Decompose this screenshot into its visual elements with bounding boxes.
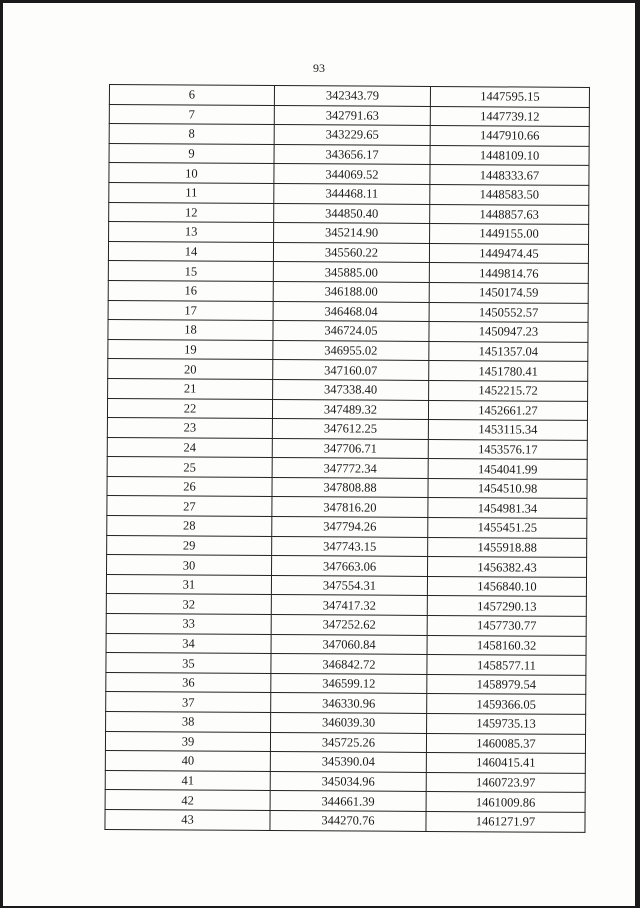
point-number-cell: 30 bbox=[107, 555, 272, 576]
y-coordinate-cell: 1457290.13 bbox=[427, 596, 586, 617]
x-coordinate-cell: 344661.39 bbox=[270, 791, 426, 812]
point-number-cell: 20 bbox=[108, 359, 273, 380]
x-coordinate-cell: 344468.11 bbox=[274, 183, 430, 204]
x-coordinate-cell: 347417.32 bbox=[271, 595, 427, 616]
point-number-cell: 15 bbox=[108, 261, 273, 282]
y-coordinate-cell: 1454510.98 bbox=[428, 478, 587, 499]
point-number-cell: 12 bbox=[109, 202, 274, 223]
y-coordinate-cell: 1447739.12 bbox=[430, 106, 589, 127]
y-coordinate-cell: 1458577.11 bbox=[427, 655, 586, 676]
x-coordinate-cell: 346188.00 bbox=[273, 281, 429, 302]
coordinate-table bbox=[104, 84, 590, 832]
x-coordinate-cell: 347808.88 bbox=[272, 477, 428, 498]
x-coordinate-cell: 347772.34 bbox=[272, 458, 428, 479]
point-number-cell: 25 bbox=[107, 457, 272, 478]
y-coordinate-cell: 1447595.15 bbox=[430, 86, 589, 107]
coordinate-table-body bbox=[105, 85, 590, 832]
point-number-cell: 33 bbox=[106, 614, 271, 635]
point-number-cell: 18 bbox=[108, 320, 273, 341]
point-number-cell: 29 bbox=[107, 535, 272, 556]
y-coordinate-cell: 1448109.10 bbox=[430, 145, 589, 166]
y-coordinate-cell: 1450552.57 bbox=[429, 302, 588, 323]
point-number-cell: 24 bbox=[107, 437, 272, 458]
x-coordinate-cell: 346330.96 bbox=[271, 693, 427, 714]
y-coordinate-cell: 1455918.88 bbox=[428, 537, 587, 558]
document-page bbox=[3, 3, 635, 906]
point-number-cell: 26 bbox=[107, 476, 272, 497]
x-coordinate-cell: 347252.62 bbox=[271, 615, 427, 636]
x-coordinate-cell: 346724.05 bbox=[273, 321, 429, 342]
x-coordinate-cell: 345885.00 bbox=[273, 262, 429, 283]
y-coordinate-cell: 1460723.97 bbox=[426, 772, 585, 793]
x-coordinate-cell: 345560.22 bbox=[273, 242, 429, 263]
y-coordinate-cell: 1451780.41 bbox=[429, 361, 588, 382]
point-number-cell: 8 bbox=[109, 124, 274, 145]
y-coordinate-cell: 1454981.34 bbox=[428, 498, 587, 519]
x-coordinate-cell: 347743.15 bbox=[272, 536, 428, 557]
point-number-cell: 37 bbox=[106, 692, 271, 713]
y-coordinate-cell: 1456840.10 bbox=[427, 576, 586, 597]
point-number-cell: 7 bbox=[109, 104, 274, 125]
point-number-cell: 11 bbox=[109, 182, 274, 203]
point-number-cell: 43 bbox=[105, 809, 270, 830]
point-number-cell: 21 bbox=[108, 378, 273, 399]
y-coordinate-cell: 1461009.86 bbox=[426, 792, 585, 813]
y-coordinate-cell: 1452661.27 bbox=[428, 400, 587, 421]
y-coordinate-cell: 1457730.77 bbox=[427, 615, 586, 636]
y-coordinate-cell: 1449155.00 bbox=[430, 224, 589, 245]
x-coordinate-cell: 344850.40 bbox=[274, 203, 430, 224]
x-coordinate-cell: 342791.63 bbox=[274, 105, 430, 126]
y-coordinate-cell: 1449474.45 bbox=[429, 243, 588, 264]
y-coordinate-cell: 1455451.25 bbox=[428, 518, 587, 539]
point-number-cell: 13 bbox=[109, 222, 274, 243]
point-number-cell: 6 bbox=[109, 85, 274, 106]
point-number-cell: 9 bbox=[109, 143, 274, 164]
x-coordinate-cell: 347060.84 bbox=[271, 634, 427, 655]
point-number-cell: 40 bbox=[105, 751, 270, 772]
y-coordinate-cell: 1458979.54 bbox=[427, 674, 586, 695]
y-coordinate-cell: 1448857.63 bbox=[430, 204, 589, 225]
point-number-cell: 39 bbox=[105, 731, 270, 752]
y-coordinate-cell: 1453576.17 bbox=[428, 439, 587, 460]
x-coordinate-cell: 346468.04 bbox=[273, 301, 429, 322]
x-coordinate-cell: 344270.76 bbox=[270, 810, 426, 831]
x-coordinate-cell: 347338.40 bbox=[273, 379, 429, 400]
x-coordinate-cell: 347816.20 bbox=[272, 497, 428, 518]
y-coordinate-cell: 1451357.04 bbox=[429, 341, 588, 362]
y-coordinate-cell: 1456382.43 bbox=[427, 557, 586, 578]
y-coordinate-cell: 1454041.99 bbox=[428, 459, 587, 480]
point-number-cell: 34 bbox=[106, 633, 271, 654]
page-number: 93 bbox=[313, 61, 325, 75]
y-coordinate-cell: 1448583.50 bbox=[430, 184, 589, 205]
y-coordinate-cell: 1459366.05 bbox=[427, 694, 586, 715]
point-number-cell: 28 bbox=[107, 516, 272, 537]
y-coordinate-cell: 1450174.59 bbox=[429, 282, 588, 303]
x-coordinate-cell: 345725.26 bbox=[270, 732, 426, 753]
y-coordinate-cell: 1452215.72 bbox=[429, 380, 588, 401]
table-row bbox=[105, 809, 585, 832]
x-coordinate-cell: 343656.17 bbox=[274, 144, 430, 165]
y-coordinate-cell: 1448333.67 bbox=[430, 165, 589, 186]
y-coordinate-cell: 1460415.41 bbox=[426, 753, 585, 774]
x-coordinate-cell: 343229.65 bbox=[274, 125, 430, 146]
x-coordinate-cell: 347489.32 bbox=[272, 399, 428, 420]
point-number-cell: 42 bbox=[105, 790, 270, 811]
y-coordinate-cell: 1458160.32 bbox=[427, 635, 586, 656]
point-number-cell: 31 bbox=[106, 574, 271, 595]
y-coordinate-cell: 1449814.76 bbox=[429, 263, 588, 284]
x-coordinate-cell: 347160.07 bbox=[273, 360, 429, 381]
y-coordinate-cell: 1461271.97 bbox=[426, 811, 585, 832]
y-coordinate-cell: 1460085.37 bbox=[426, 733, 585, 754]
point-number-cell: 19 bbox=[108, 339, 273, 360]
x-coordinate-cell: 347706.71 bbox=[272, 438, 428, 459]
y-coordinate-cell: 1459735.13 bbox=[427, 713, 586, 734]
point-number-cell: 17 bbox=[108, 300, 273, 321]
x-coordinate-cell: 345390.04 bbox=[270, 752, 426, 773]
x-coordinate-cell: 346955.02 bbox=[273, 340, 429, 361]
x-coordinate-cell: 345214.90 bbox=[274, 223, 430, 244]
point-number-cell: 23 bbox=[107, 418, 272, 439]
point-number-cell: 16 bbox=[108, 280, 273, 301]
x-coordinate-cell: 347794.26 bbox=[272, 517, 428, 538]
point-number-cell: 10 bbox=[109, 163, 274, 184]
x-coordinate-cell: 342343.79 bbox=[274, 86, 430, 107]
x-coordinate-cell: 346039.30 bbox=[271, 712, 427, 733]
x-coordinate-cell: 346842.72 bbox=[271, 654, 427, 675]
point-number-cell: 32 bbox=[106, 594, 271, 615]
point-number-cell: 35 bbox=[106, 653, 271, 674]
point-number-cell: 27 bbox=[107, 496, 272, 517]
point-number-cell: 36 bbox=[106, 672, 271, 693]
x-coordinate-cell: 345034.96 bbox=[270, 771, 426, 792]
x-coordinate-cell: 346599.12 bbox=[271, 673, 427, 694]
point-number-cell: 41 bbox=[105, 770, 270, 791]
point-number-cell: 22 bbox=[107, 398, 272, 419]
y-coordinate-cell: 1453115.34 bbox=[428, 420, 587, 441]
x-coordinate-cell: 347663.06 bbox=[272, 556, 428, 577]
point-number-cell: 38 bbox=[106, 711, 271, 732]
x-coordinate-cell: 347554.31 bbox=[271, 575, 427, 596]
y-coordinate-cell: 1447910.66 bbox=[430, 126, 589, 147]
y-coordinate-cell: 1450947.23 bbox=[429, 322, 588, 343]
point-number-cell: 14 bbox=[108, 241, 273, 262]
x-coordinate-cell: 344069.52 bbox=[274, 164, 430, 185]
x-coordinate-cell: 347612.25 bbox=[272, 419, 428, 440]
